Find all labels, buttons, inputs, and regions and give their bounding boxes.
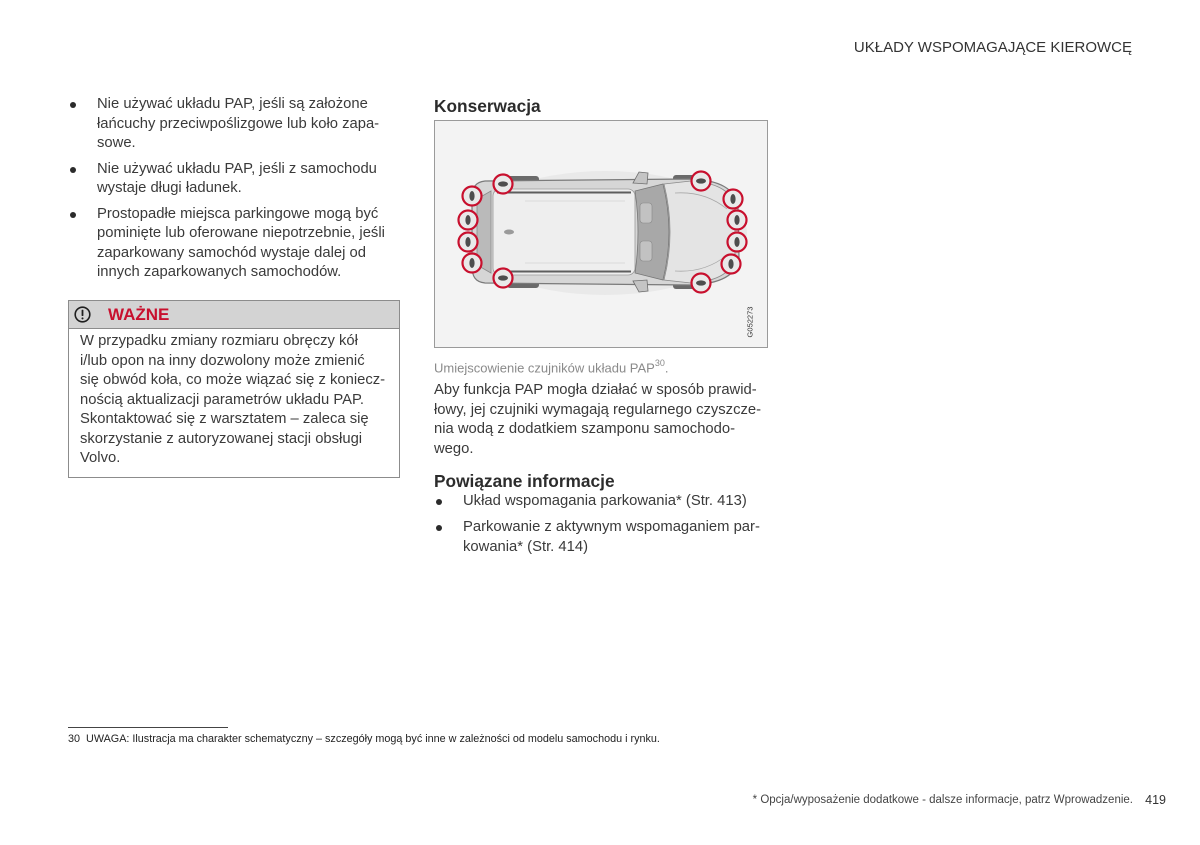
bullet-text-line: innych zaparkowanych samochodów. bbox=[97, 264, 342, 281]
parking-sensor-marker bbox=[463, 254, 482, 273]
related-link-text[interactable]: kowania* (Str. 414) bbox=[463, 538, 589, 555]
figure-caption-text: Umiejscowienie czujników układu PAP bbox=[434, 360, 655, 376]
section-heading-related-info: Powiązane informacje bbox=[434, 470, 615, 491]
related-info-list bbox=[434, 492, 764, 564]
figure-caption bbox=[434, 356, 669, 376]
section-heading-maintenance: Konserwacja bbox=[434, 95, 541, 116]
footnote bbox=[68, 732, 660, 746]
related-link[interactable] bbox=[434, 518, 764, 557]
bullet-dot bbox=[70, 212, 76, 218]
notice-text-line: skorzystanie z autoryzowanej stacji obsługi bbox=[80, 430, 363, 447]
footnote-separator bbox=[68, 727, 228, 728]
notice-text-line: i/lub opon na inny dozwolony może zmienić bbox=[80, 352, 365, 369]
parking-sensor-marker bbox=[494, 175, 513, 194]
parking-sensor-marker bbox=[459, 211, 478, 230]
paragraph-line: nia wodą z dodatkiem szamponu samochodo- bbox=[434, 421, 736, 438]
notice-text-line: Skontaktować się z warsztatem – zaleca się bbox=[80, 411, 369, 427]
bullet-item bbox=[68, 205, 393, 283]
bullet-text-line: Nie używać układu PAP, jeśli z samochodu bbox=[97, 160, 377, 177]
related-link-text[interactable]: Układ wspomagania parkowania* (Str. 413) bbox=[463, 493, 747, 510]
notice-text-line: się obwód koła, co może wiązać się z koniecz- bbox=[80, 372, 386, 388]
important-notice-header bbox=[69, 301, 399, 329]
bullet-item bbox=[68, 95, 393, 154]
paragraph-line: wego. bbox=[434, 440, 474, 457]
notice-text-line: W przypadku zmiany rozmiaru obręczy kół bbox=[80, 333, 358, 349]
left-bullet-list bbox=[68, 95, 393, 289]
bullet-item bbox=[68, 160, 393, 199]
figure-caption-end: . bbox=[664, 360, 669, 376]
bullet-text-line: Prostopadłe miejsca parkingowe mogą być bbox=[97, 205, 379, 222]
exclamation-circle-icon bbox=[74, 306, 91, 323]
figure-code: G052273 bbox=[745, 306, 755, 338]
parking-sensor-marker bbox=[692, 274, 711, 293]
bullet-dot bbox=[436, 499, 442, 505]
bullet-dot bbox=[70, 102, 76, 108]
bullet-text-line: wystaje długi ładunek. bbox=[97, 180, 242, 197]
bullet-text-line: Nie używać układu PAP, jeśli są założone bbox=[97, 96, 368, 113]
related-link-text[interactable]: Parkowanie z aktywnym wspomaganiem par- bbox=[463, 519, 760, 536]
parking-sensor-marker bbox=[728, 211, 747, 230]
notice-text-line: Volvo. bbox=[80, 450, 121, 466]
page-header-title: UKŁADY WSPOMAGAJĄCE KIEROWCĘ bbox=[853, 39, 1132, 56]
sensor-location-figure bbox=[434, 120, 768, 348]
footnote-reference: 30 bbox=[654, 358, 665, 368]
bullet-text-line: pominięte lub oferowane niepotrzebnie, jeśli bbox=[97, 225, 385, 242]
parking-sensor-marker bbox=[728, 233, 747, 252]
bullet-text-line: sowe. bbox=[97, 135, 136, 152]
car-top-view-illustration bbox=[435, 121, 767, 347]
bullet-text-line: łańcuchy przeciwpoślizgowe lub koło zapa- bbox=[97, 115, 380, 132]
notice-text-line: nością aktualizacji parametrów układu PAP. bbox=[80, 391, 365, 408]
bullet-text-line: zaparkowany samochód wystaje dalej od bbox=[97, 244, 366, 261]
important-notice-text bbox=[69, 329, 399, 469]
parking-sensor-marker bbox=[459, 233, 478, 252]
footnote-text: UWAGA: Ilustracja ma charakter schematyczny – szczegóły mogą być inne w zależności od modelu samochodu i rynku. bbox=[86, 733, 660, 745]
parking-sensor-marker bbox=[692, 172, 711, 191]
bullet-dot bbox=[70, 167, 76, 173]
bullet-dot bbox=[436, 525, 442, 531]
important-notice-box bbox=[68, 300, 400, 478]
footnote-number: 30 bbox=[68, 733, 81, 745]
important-notice-title: WAŻNE bbox=[108, 305, 170, 324]
options-note: * Opcja/wyposażenie dodatkowe - dalsze informacje, patrz Wprowadzenie. bbox=[752, 794, 1133, 806]
parking-sensor-marker bbox=[722, 255, 741, 274]
page-number: 419 bbox=[1145, 793, 1166, 807]
paragraph-line: Aby funkcja PAP mogła działać w sposób prawid- bbox=[434, 382, 757, 399]
parking-sensor-marker bbox=[463, 187, 482, 206]
paragraph-line: łowy, jej czujniki wymagają regularnego czyszcze- bbox=[434, 401, 762, 418]
parking-sensor-marker bbox=[494, 269, 513, 288]
parking-sensor-marker bbox=[724, 190, 743, 209]
related-link[interactable] bbox=[434, 492, 764, 512]
maintenance-paragraph bbox=[434, 381, 761, 459]
